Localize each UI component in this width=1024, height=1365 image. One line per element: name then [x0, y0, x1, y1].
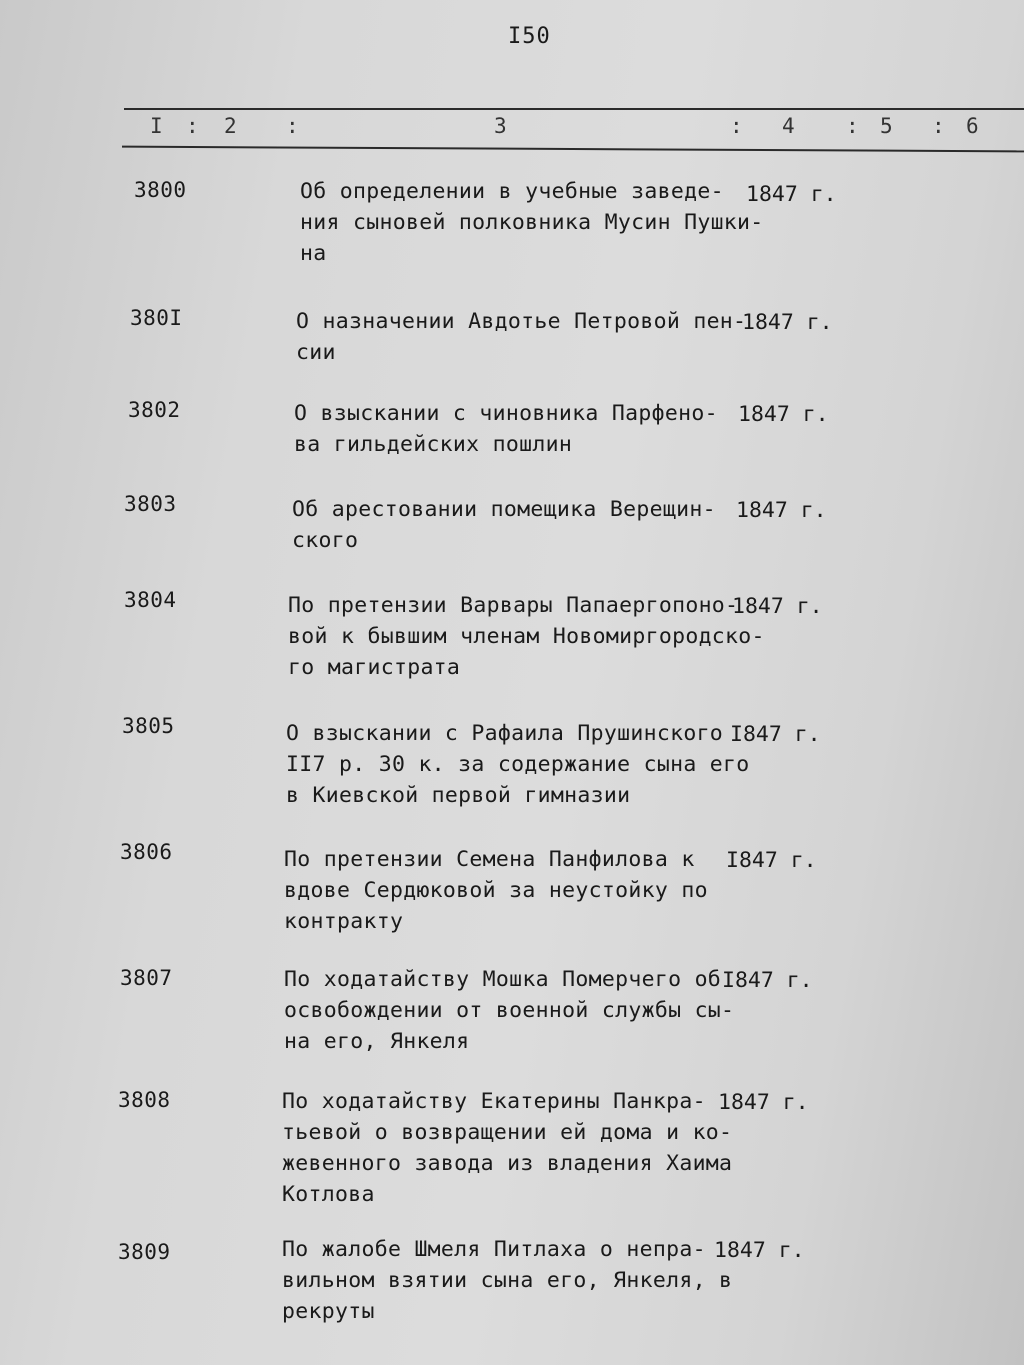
- column-header-3: 3: [494, 114, 507, 138]
- entry-id: 380I: [130, 306, 183, 330]
- column-header-5: 5: [880, 114, 893, 138]
- entry-year: 1847 г.: [732, 594, 823, 619]
- page-number: I50: [508, 24, 551, 49]
- entry-id: 3800: [134, 178, 187, 202]
- column-header-separator: :: [846, 114, 859, 138]
- entry-title: Об арестовании помещика Верещин- ского: [292, 497, 716, 553]
- entry-year: 1847 г.: [736, 498, 827, 523]
- entry-title: О взыскании с Рафаила Прушинского II7 р. 30 к. за содержание сына его в Киевской первой гимназии: [286, 721, 750, 808]
- column-header-separator: :: [186, 114, 199, 138]
- column-header-separator: :: [286, 114, 299, 138]
- column-header-4: 4: [782, 114, 795, 138]
- entry-year: 1847 г.: [742, 310, 833, 335]
- column-header-2: 2: [224, 114, 237, 138]
- entry-title: По претензии Семена Панфилова к вдове Сердюковой за неустойку по контракту: [284, 847, 708, 934]
- entry-year: 1847 г.: [738, 402, 829, 427]
- entry-id: 3808: [118, 1088, 171, 1112]
- entry-id: 3804: [124, 588, 177, 612]
- entry-year: 1847 г.: [714, 1238, 805, 1263]
- entry-year: 1847 г.: [746, 182, 837, 207]
- entry-year: I847 г.: [726, 848, 817, 873]
- table-header-rule: [122, 146, 1024, 153]
- entry-year: I847 г.: [722, 968, 813, 993]
- entry-title: По ходатайству Мошка Померчего об освобождении от военной службы сы- на его, Янкеля: [284, 967, 735, 1054]
- entry-id: 3802: [128, 398, 181, 422]
- entry-id: 3806: [120, 840, 173, 864]
- entry-title: Об определении в учебные заведе- ния сыновей полковника Мусин Пушки- на: [300, 179, 764, 266]
- column-header-1: I: [150, 114, 163, 138]
- entry-title: По жалобе Шмеля Питлаха о непра- вильном взятии сына его, Янкеля, в рекруты: [282, 1237, 733, 1324]
- entry-year: 1847 г.: [718, 1090, 809, 1115]
- entry-title: О назначении Авдотье Петровой пен- сии: [296, 309, 747, 365]
- entry-year: I847 г.: [730, 722, 821, 747]
- column-header-6: 6: [966, 114, 979, 138]
- entry-id: 3807: [120, 966, 173, 990]
- entry-title: О взыскании с чиновника Парфено- ва гильдейских пошлин: [294, 401, 718, 457]
- entry-id: 3809: [118, 1240, 171, 1264]
- table-top-rule: [124, 108, 1024, 110]
- column-header-separator: :: [730, 114, 743, 138]
- entry-id: 3803: [124, 492, 177, 516]
- entry-title: По претензии Варвары Папаергопоно- вой к бывшим членам Новомиргородско- го магистрата: [288, 593, 765, 680]
- column-header-separator: :: [932, 114, 945, 138]
- entry-title: По ходатайству Екатерины Панкра- тьевой о возвращении ей дома и ко- жевенного завода из владения Хаима Котлова: [282, 1089, 733, 1207]
- entry-id: 3805: [122, 714, 175, 738]
